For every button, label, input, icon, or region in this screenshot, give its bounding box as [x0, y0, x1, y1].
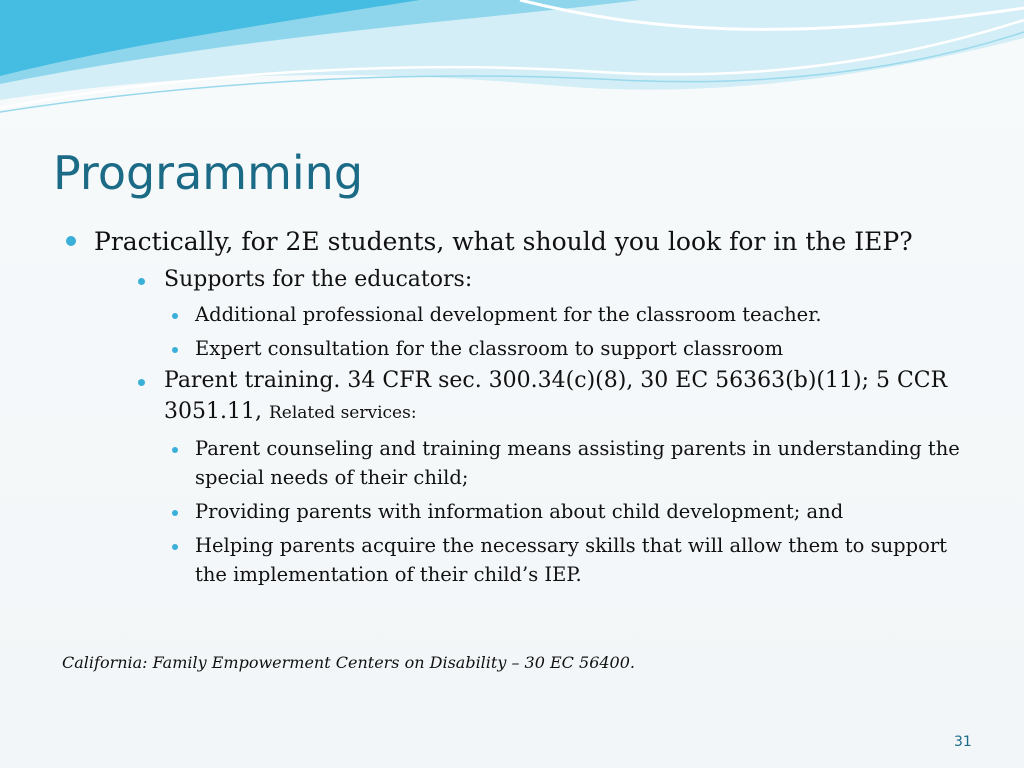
bullet-text: Supports for the educators:	[164, 267, 473, 292]
bullet-level1-item	[62, 222, 962, 262]
header-wave-decoration	[0, 0, 1024, 120]
bullet-dot-icon	[172, 544, 178, 550]
bullet-text: Providing parents with information about child development; and	[195, 500, 844, 523]
bullet-text: Parent training. 34 CFR sec. 300.34(c)(8), 30 EC 56363(b)(11); 5 CCR 3051.11,	[164, 368, 948, 424]
footnote: California: Family Empowerment Centers on Disability – 30 EC 56400.	[62, 653, 635, 672]
bullet-dot-icon	[66, 236, 76, 246]
bullet-dot-icon	[172, 510, 178, 516]
slide-title: Programming	[53, 146, 364, 200]
bullet-dot-icon	[138, 278, 145, 285]
bullet-dot-icon	[138, 379, 145, 386]
bullet-suffix-text: Related services:	[268, 403, 417, 423]
bullet-level3-item	[62, 497, 962, 526]
bullet-text: Additional professional development for the classroom teacher.	[195, 303, 822, 326]
bullet-text: Parent counseling and training means assisting parents in understanding the special needs of their child;	[195, 437, 960, 489]
bullet-dot-icon	[172, 447, 178, 453]
page-number: 31	[954, 734, 972, 750]
bullet-text: Practically, for 2E students, what should you look for in the IEP?	[94, 227, 913, 256]
bullet-level3-item	[62, 334, 962, 363]
bullet-dot-icon	[172, 347, 178, 353]
bullet-text: Helping parents acquire the necessary skills that will allow them to support the implementation of their child’s IEP.	[195, 534, 948, 586]
bullet-level2-item	[62, 365, 962, 429]
bullet-level3-item	[62, 434, 962, 492]
bullet-level2-item	[62, 264, 962, 295]
bullet-dot-icon	[172, 313, 178, 319]
bullet-list	[62, 222, 962, 589]
bullet-text: Expert consultation for the classroom to support classroom	[195, 337, 784, 360]
bullet-level3-item	[62, 300, 962, 329]
bullet-level3-item	[62, 531, 962, 589]
